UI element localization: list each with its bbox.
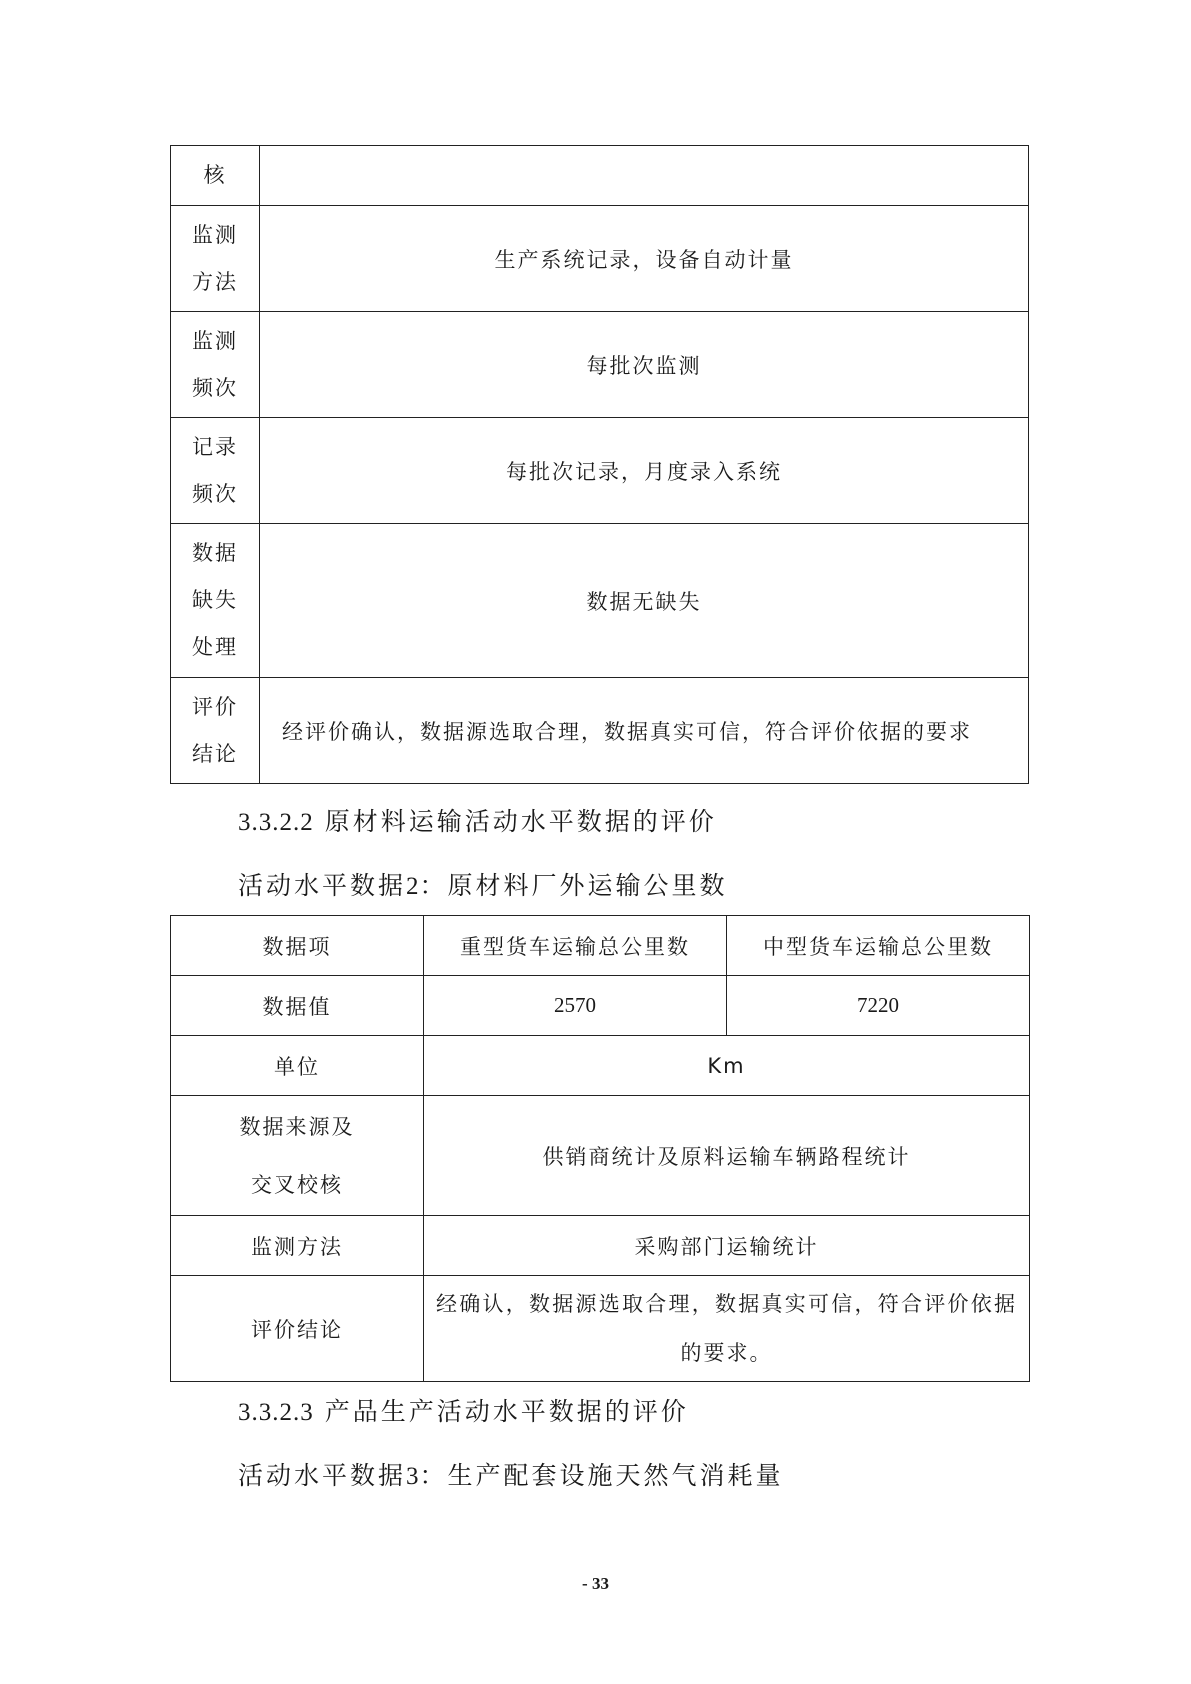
table-row <box>171 1096 1030 1216</box>
table-transport-distance <box>170 915 1030 1382</box>
table-row <box>171 1036 1030 1096</box>
row-value: 经评价确认，数据源选取合理，数据真实可信，符合评价依据的要求 <box>260 678 1029 784</box>
table-row <box>171 976 1030 1036</box>
cell-value: 采购部门运输统计 <box>424 1216 1030 1276</box>
value-medium-truck: 7220 <box>857 993 899 1017</box>
table-row <box>171 146 1029 206</box>
activity-suffix: ：原材料厂外运输公里数 <box>419 871 728 900</box>
row-label <box>171 1096 424 1216</box>
row-value: 每批次记录，月度录入系统 <box>260 418 1029 524</box>
activity-prefix: 活动水平数据 <box>238 1461 407 1490</box>
cell-value: 供销商统计及原料运输车辆路程统计 <box>424 1096 1030 1216</box>
label-line: 交叉校核 <box>251 1172 343 1197</box>
cell-value <box>424 976 727 1036</box>
row-label <box>171 146 260 206</box>
row-label: 监测方法 <box>171 1216 424 1276</box>
activity-suffix: ：生产配套设施天然气消耗量 <box>419 1461 784 1490</box>
label-line: 方法 <box>192 269 238 294</box>
label-line: 核 <box>203 163 227 187</box>
row-label: 数据值 <box>171 976 424 1036</box>
label-line: 数据 <box>192 541 238 565</box>
table-row <box>171 312 1029 418</box>
row-label <box>171 678 260 784</box>
section-heading-3-3-2-2 <box>238 802 717 838</box>
page-number: - 33 <box>582 1574 609 1593</box>
table-row <box>171 678 1029 784</box>
table-row <box>171 1276 1030 1382</box>
label-line: 频次 <box>192 375 238 400</box>
activity-number: 3 <box>406 1463 420 1490</box>
section-number: 3.3.2.3 <box>238 1399 314 1426</box>
label-line: 缺失 <box>192 588 238 612</box>
table-evaluation-1 <box>170 145 1029 784</box>
label-line: 结论 <box>192 741 238 766</box>
table-row <box>171 418 1029 524</box>
table-row <box>171 206 1029 312</box>
activity-heading-2 <box>238 866 728 902</box>
row-value: 生产系统记录，设备自动计量 <box>260 206 1029 312</box>
column-header: 中型货车运输总公里数 <box>727 916 1030 976</box>
cell-value: Km <box>424 1036 1030 1096</box>
row-label: 评价结论 <box>171 1276 424 1382</box>
label-line: 频次 <box>192 481 238 506</box>
label-line: 监测 <box>192 222 238 247</box>
table-row <box>171 1216 1030 1276</box>
row-value <box>260 146 1029 206</box>
row-label <box>171 524 260 678</box>
table-row <box>171 916 1030 976</box>
section-title: 原材料运输活动水平数据的评价 <box>324 807 717 836</box>
column-header: 重型货车运输总公里数 <box>424 916 727 976</box>
activity-prefix: 活动水平数据 <box>238 871 407 900</box>
row-label <box>171 206 260 312</box>
label-line: 评价 <box>192 694 238 719</box>
cell-value: 经确认，数据源选取合理，数据真实可信，符合评价依据的要求。 <box>424 1276 1030 1382</box>
value-heavy-truck: 2570 <box>554 993 596 1017</box>
label-line: 记录 <box>192 434 238 459</box>
label-line: 数据来源及 <box>239 1114 355 1139</box>
cell-value <box>727 976 1030 1036</box>
label-line: 监测 <box>192 328 238 353</box>
row-label <box>171 312 260 418</box>
row-label: 单位 <box>171 1036 424 1096</box>
table-row <box>171 524 1029 678</box>
row-label <box>171 418 260 524</box>
label-line: 处理 <box>192 635 238 659</box>
activity-heading-3 <box>238 1456 784 1492</box>
row-value: 每批次监测 <box>260 312 1029 418</box>
section-number: 3.3.2.2 <box>238 809 314 836</box>
section-title: 产品生产活动水平数据的评价 <box>324 1397 689 1426</box>
section-heading-3-3-2-3 <box>238 1392 689 1428</box>
row-label: 数据项 <box>171 916 424 976</box>
activity-number: 2 <box>406 873 420 900</box>
row-value: 数据无缺失 <box>260 524 1029 678</box>
